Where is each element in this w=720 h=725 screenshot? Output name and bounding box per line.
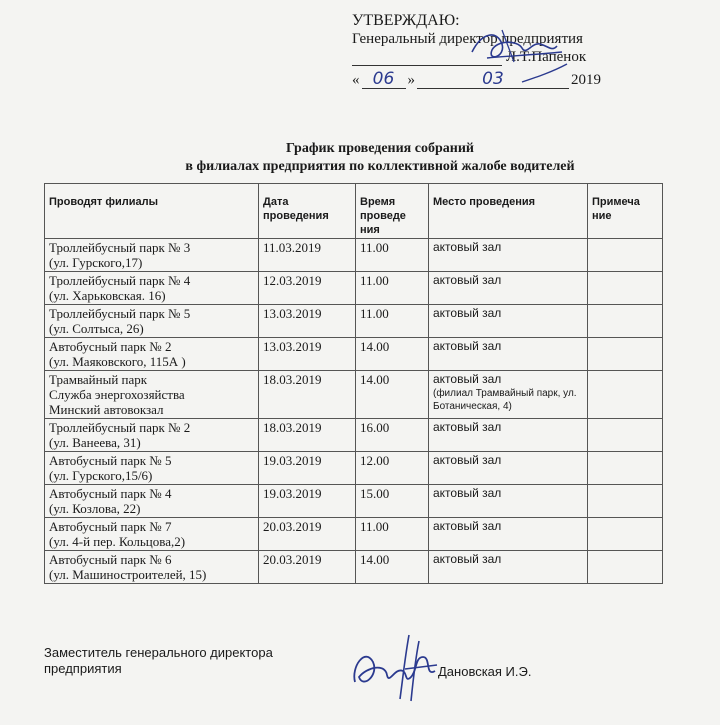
cell-place (429, 452, 588, 485)
cell-time: 16.00 (356, 419, 429, 452)
cell-time: 11.00 (356, 272, 429, 305)
cell-date: 18.03.2019 (259, 419, 356, 452)
place-label: актовый зал (433, 420, 502, 434)
cell-note (588, 551, 663, 584)
cell-note (588, 338, 663, 371)
table-row (45, 485, 663, 518)
quote-open: « (352, 72, 360, 88)
document-title (100, 140, 660, 176)
branch-line-2: (ул. Козлова, 22) (49, 501, 141, 516)
branch-line-1: Автобусный парк № 4 (49, 486, 172, 501)
title-line-2: в филиалах предприятия по коллективной жалобе водителей (185, 159, 575, 174)
branch-line-1: Автобусный парк № 5 (49, 453, 172, 468)
branch-line-2: (ул. Гурского,15/6) (49, 468, 153, 483)
cell-time: 12.00 (356, 452, 429, 485)
cell-time: 11.00 (356, 518, 429, 551)
header-place: Место проведения (429, 184, 588, 239)
cell-time: 11.00 (356, 239, 429, 272)
cell-place (429, 518, 588, 551)
footer-position-line-2: предприятия (44, 661, 122, 676)
branch-line-2: (ул. 4-й пер. Кольцова,2) (49, 534, 186, 549)
table-row (45, 452, 663, 485)
branch-line-1: Троллейбусный парк № 2 (49, 420, 191, 435)
approver-name: Л.Т.Папенок (506, 49, 587, 65)
cell-date: 13.03.2019 (259, 305, 356, 338)
place-label: актовый зал (433, 486, 502, 500)
branch-line-1: Троллейбусный парк № 3 (49, 240, 191, 255)
cell-time: 14.00 (356, 551, 429, 584)
place-sub: (филиал Трамвайный парк, ул. Ботаническая, 4) (433, 388, 577, 412)
branch-line-2: (ул. Солтыса, 26) (49, 321, 144, 336)
cell-branch (45, 551, 259, 584)
table-row (45, 371, 663, 419)
place-label: актовый зал (433, 453, 502, 467)
cell-time: 14.00 (356, 371, 429, 419)
branch-line-1: Троллейбусный парк № 5 (49, 306, 191, 321)
schedule-table (44, 183, 663, 584)
approval-year: 2019 (571, 72, 601, 88)
table-row (45, 518, 663, 551)
branch-line-3: Минский автовокзал (49, 402, 164, 417)
branch-line-1: Автобусный парк № 7 (49, 519, 172, 534)
place-label: актовый зал (433, 519, 502, 533)
table-row (45, 239, 663, 272)
approval-heading: УТВЕРЖДАЮ: (352, 12, 460, 29)
cell-date: 19.03.2019 (259, 485, 356, 518)
cell-place (429, 551, 588, 584)
cell-date: 20.03.2019 (259, 551, 356, 584)
footer-position (44, 645, 344, 677)
cell-date: 20.03.2019 (259, 518, 356, 551)
place-label: актовый зал (433, 339, 502, 353)
table-row (45, 305, 663, 338)
place-label: актовый зал (433, 240, 502, 254)
cell-branch (45, 419, 259, 452)
place-label: актовый зал (433, 372, 502, 386)
cell-note (588, 452, 663, 485)
cell-date: 12.03.2019 (259, 272, 356, 305)
table-row (45, 551, 663, 584)
cell-place (429, 338, 588, 371)
cell-note (588, 518, 663, 551)
cell-date: 13.03.2019 (259, 338, 356, 371)
branch-line-2: (ул. Машиностроителей, 15) (49, 567, 207, 582)
deputy-signature-icon (345, 627, 445, 707)
approval-month: 03 (417, 70, 569, 89)
branch-line-2: Служба энергохозяйства (49, 387, 185, 402)
footer-name: Дановская И.Э. (438, 664, 532, 679)
cell-time: 15.00 (356, 485, 429, 518)
cell-place (429, 239, 588, 272)
approval-position: Генеральный директор предприятия (352, 31, 583, 47)
header-branch: Проводят филиалы (45, 184, 259, 239)
place-label: актовый зал (433, 552, 502, 566)
place-label: актовый зал (433, 306, 502, 320)
cell-place (429, 485, 588, 518)
cell-branch (45, 239, 259, 272)
cell-branch (45, 371, 259, 419)
table-header-row (45, 184, 663, 239)
branch-line-1: Троллейбусный парк № 4 (49, 273, 191, 288)
cell-branch (45, 305, 259, 338)
cell-branch (45, 518, 259, 551)
header-time: Время проведе ния (356, 184, 429, 239)
table-row (45, 272, 663, 305)
header-note: Примеча ние (588, 184, 663, 239)
cell-note (588, 371, 663, 419)
cell-place (429, 419, 588, 452)
title-line-1: График проведения собраний (286, 141, 474, 156)
cell-place (429, 371, 588, 419)
cell-note (588, 272, 663, 305)
table-row (45, 338, 663, 371)
cell-place (429, 305, 588, 338)
cell-note (588, 419, 663, 452)
branch-line-1: Трамвайный парк (49, 372, 148, 387)
cell-time: 11.00 (356, 305, 429, 338)
quote-close: » (407, 72, 415, 88)
cell-date: 19.03.2019 (259, 452, 356, 485)
cell-place (429, 272, 588, 305)
footer-position-line-1: Заместитель генерального директора (44, 645, 273, 660)
branch-line-1: Автобусный парк № 6 (49, 552, 172, 567)
cell-date: 11.03.2019 (259, 239, 356, 272)
cell-branch (45, 338, 259, 371)
branch-line-2: (ул. Гурского,17) (49, 255, 143, 270)
branch-line-2: (ул. Маяковского, 115А ) (49, 354, 186, 369)
header-date: Дата проведения (259, 184, 356, 239)
cell-note (588, 239, 663, 272)
cell-branch (45, 272, 259, 305)
approval-day: 06 (362, 70, 406, 89)
table-row (45, 419, 663, 452)
cell-date: 18.03.2019 (259, 371, 356, 419)
cell-branch (45, 485, 259, 518)
branch-line-1: Автобусный парк № 2 (49, 339, 172, 354)
cell-time: 14.00 (356, 338, 429, 371)
cell-branch (45, 452, 259, 485)
branch-line-2: (ул. Ванеева, 31) (49, 435, 141, 450)
branch-line-2: (ул. Харьковская. 16) (49, 288, 166, 303)
director-signature-icon (462, 22, 572, 92)
place-label: актовый зал (433, 273, 502, 287)
cell-note (588, 485, 663, 518)
cell-note (588, 305, 663, 338)
